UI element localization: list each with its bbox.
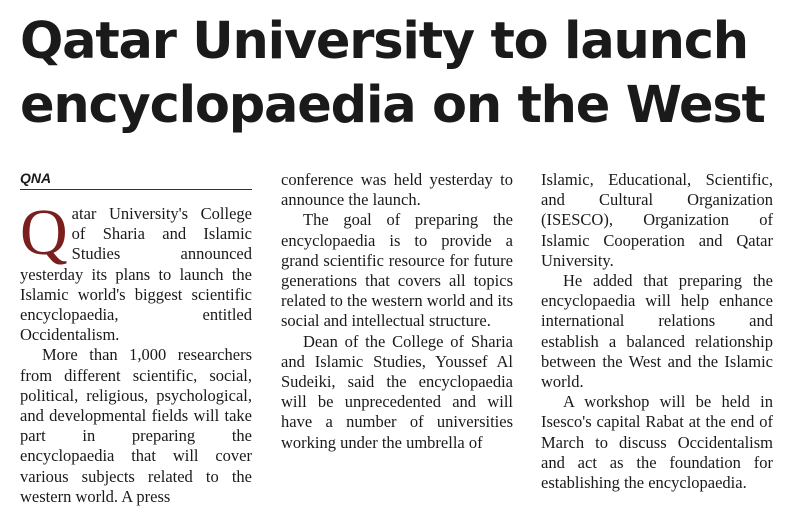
drop-cap: Q [20,196,68,269]
headline: Qatar University to launch encyclopaedia on the West [20,12,765,135]
paragraph: More than 1,000 researchers from different scientific, social, political, religious, psychological, and developmental fields will take part in preparing the encyclopaedia that will cover various subjects related to the western world. A press [20,345,252,506]
article-column-1 [20,170,252,507]
paragraph-text: atar University's College of Sharia and Islamic Studies announced yesterday its plans to launch the Islamic world's biggest scientific encyclopaedia, entitled Occidentalism. [20,204,252,345]
paragraph: Dean of the College of Sharia and Islamic Studies, Youssef Al Sudeiki, said the encyclopaedia will be unprecedented and will have a number of universities working under the umbrella of [281,331,513,452]
paragraph: A workshop will be held in Isesco's capital Rabat at the end of March to discuss Occidentalism and act as the foundation for establishing the encyclopaedia. [541,392,773,493]
article-column-3 [541,170,773,493]
paragraph [20,196,252,345]
byline: QNA [20,170,252,190]
paragraph: The goal of preparing the encyclopaedia is to provide a grand scientific resource for future generations that covers all topics related to the western world and its social and intellectual structure. [281,210,513,331]
paragraph: Islamic, Educational, Scientific, and Cultural Organization (ISESCO), Organization of Islamic Cooperation and Qatar University. [541,170,773,270]
paragraph: He added that preparing the encyclopaedia will help enhance international relations and establish a balanced relationship between the West and the Islamic world. [541,271,773,392]
paragraph: conference was held yesterday to announce the launch. [281,170,513,210]
article-column-2 [281,170,513,453]
